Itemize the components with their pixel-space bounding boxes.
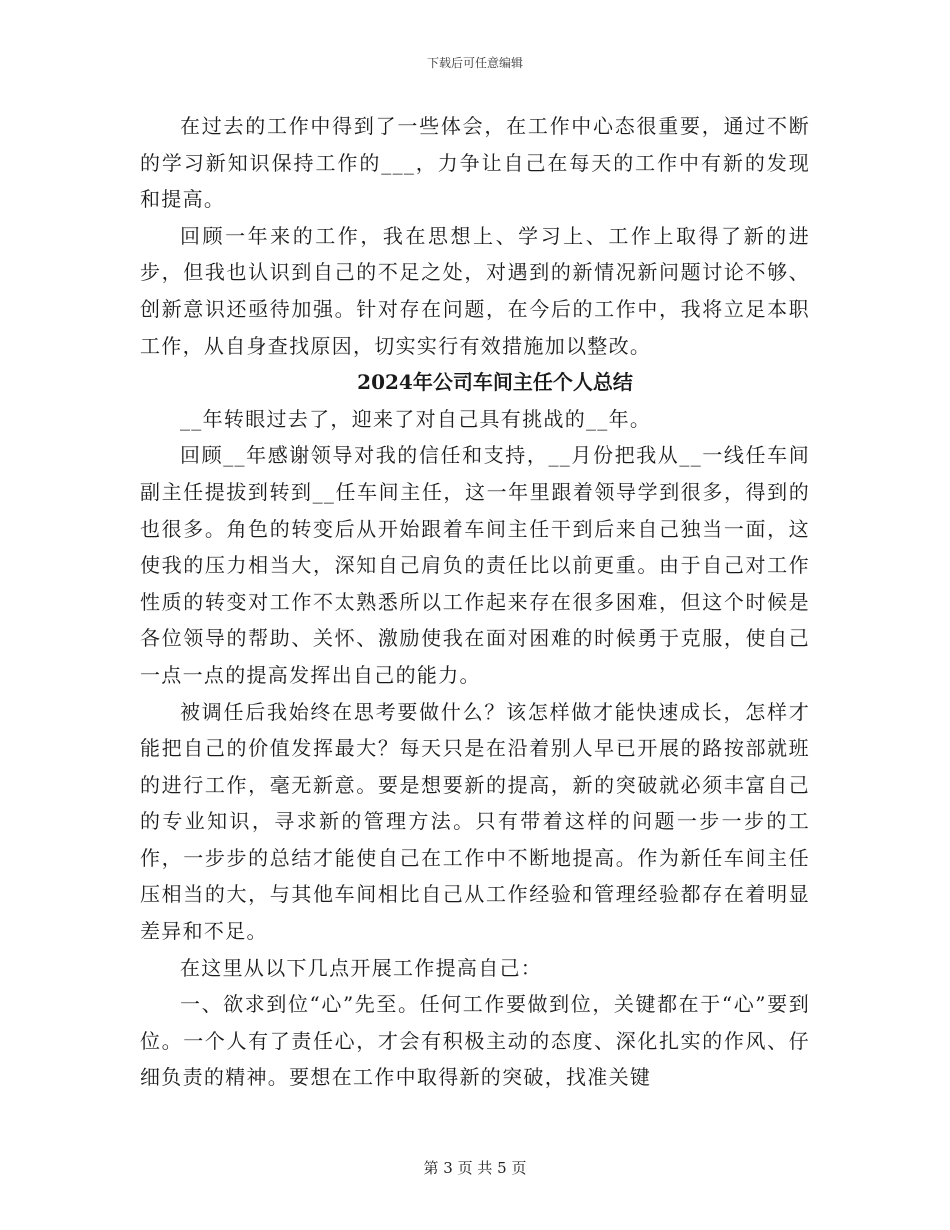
paragraph-1: 在过去的工作中得到了一些体会，在工作中心态很重要，通过不断的学习新知识保持工作的___，力争让自己在每天的工作中有新的发现和提高。 (140, 114, 810, 212)
document-body (140, 108, 810, 1096)
paragraph-5: 被调任后我始终在思考要做什么？该怎样做才能快速成长，怎样才能把自己的价值发挥最大？每天只是在沿着别人早已开展的路按部就班的进行工作，毫无新意。要是想要新的提高，新的突破就必须丰富自己的专业知识，寻求新的管理方法。只有带着这样的问题一步一步的工作，一步步的总结才能使自己在工作中不断地提高。作为新任车间主任压相当的大，与其他车间相比自己从工作经验和管理经验都存在着明显差异和不足。 (140, 699, 810, 944)
page-number-footer: 第 3 页 共 5 页 (423, 1159, 527, 1177)
paragraph-6: 在这里从以下几点开展工作提高自己： (180, 955, 543, 980)
paragraph-3: __年转眼过去了，迎来了对自己具有挑战的__年。 (180, 406, 652, 431)
page-header-note: 下载后可任意编辑 (426, 56, 523, 70)
section-title: 2024年公司车间主任个人总结 (357, 370, 633, 395)
paragraph-2: 回顾一年来的工作，我在思想上、学习上、工作上取得了新的进步，但我也认识到自己的不足之处，对遇到的新情况新问题讨论不够、创新意识还亟待加强。针对存在问题，在今后的工作中，我将立足本职工作，从自身查找原因，切实实行有效措施加以整改。 (140, 223, 810, 358)
paragraph-7: 一、欲求到位“心”先至。任何工作要做到位，关键都在于“心”要到位。一个人有了责任心，才会有积极主动的态度、深化扎实的作风、仔细负责的精神。要想在工作中取得新的突破，找准关键 (140, 992, 810, 1090)
paragraph-4: 回顾__年感谢领导对我的信任和支持，__月份把我从__一线任车间副主任提拔到转到__任车间主任，这一年里跟着领导学到很多，得到的也很多。角色的转变后从开始跟着车间主任干到后来自己独当一面，这使我的压力相当大，深知自己肩负的责任比以前更重。由于自己对工作性质的转变对工作不太熟悉所以工作起来存在很多困难，但这个时候是各位领导的帮助、关怀、激励使我在面对困难的时候勇于克服，使自己一点一点的提高发挥出自己的能力。 (140, 443, 810, 687)
